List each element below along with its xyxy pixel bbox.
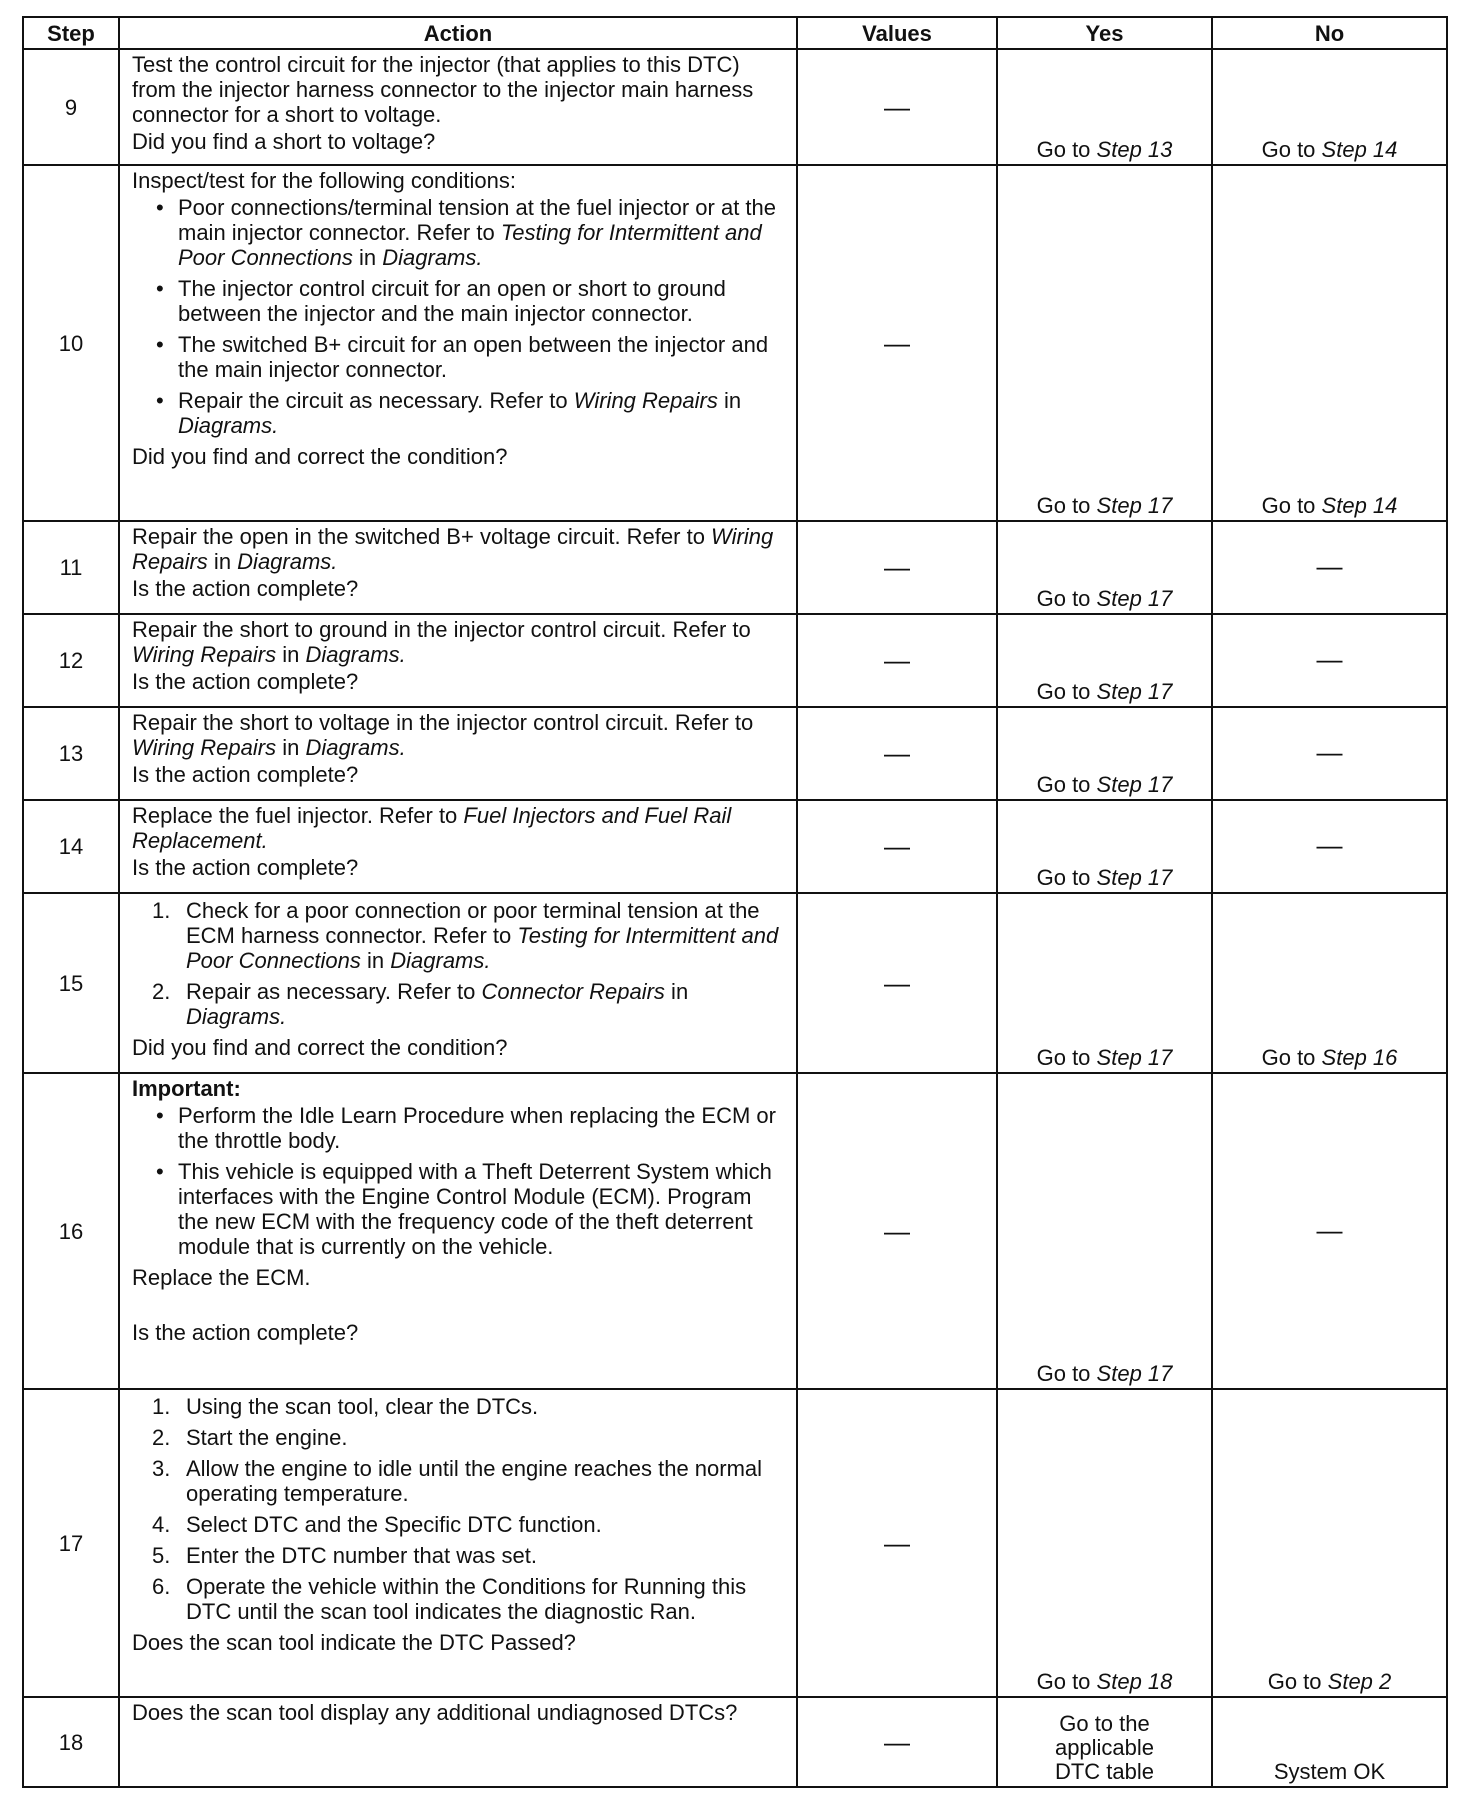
table-row <box>23 800 1447 893</box>
action-cell <box>119 1697 797 1787</box>
diagnostic-table <box>22 16 1448 1788</box>
bullet-item: • The injector control circuit for an open or short to ground between the injector and the main injector connector. <box>132 276 788 326</box>
action-text: Repair the short to ground in the injector control circuit. Refer to Wiring Repairs in Diagrams. <box>132 617 751 667</box>
action-cell <box>119 1389 797 1697</box>
values-cell: — <box>797 614 997 707</box>
action-text: Repair the short to voltage in the injector control circuit. Refer to Wiring Repairs in Diagrams. <box>132 710 754 760</box>
no-cell: — <box>1212 1073 1447 1389</box>
table-row <box>23 893 1447 1073</box>
step-number: 15 <box>23 893 119 1073</box>
values-cell: — <box>797 165 997 521</box>
step-number: 12 <box>23 614 119 707</box>
step-number: 14 <box>23 800 119 893</box>
goto-step-link[interactable]: Step 17 <box>1096 1045 1173 1070</box>
yes-cell: Go to Step 18 <box>997 1389 1212 1697</box>
action-cell <box>119 165 797 521</box>
goto-label: Go to <box>1261 137 1316 162</box>
bullet-item: • Perform the Idle Learn Procedure when replacing the ECM or the throttle body. <box>132 1103 788 1153</box>
values-cell: — <box>797 1697 997 1787</box>
values-cell: — <box>797 1073 997 1389</box>
values-cell: — <box>797 893 997 1073</box>
action-question: Did you find and correct the condition? <box>132 444 508 469</box>
numbered-item: 6. Operate the vehicle within the Conditions for Running this DTC until the scan tool indicates the diagnostic Ran. <box>152 1574 747 1624</box>
goto-step-link[interactable]: Step 14 <box>1321 493 1398 518</box>
action-question: Did you find and correct the condition? <box>132 1035 508 1060</box>
table-row <box>23 1389 1447 1697</box>
action-text: Test the control circuit for the injector (that applies to this DTC) from the injector harness connector to the injector main harness connector for a short to voltage. <box>132 52 754 127</box>
header-no: No <box>1212 17 1447 49</box>
table-row <box>23 1697 1447 1787</box>
values-cell: — <box>797 49 997 165</box>
header-action: Action <box>119 17 797 49</box>
yes-cell[interactable]: Go to the applicable DTC table <box>997 1697 1212 1787</box>
action-cell <box>119 614 797 707</box>
action-question: Does the scan tool display any additional undiagnosed DTCs? <box>132 1700 738 1725</box>
table-row <box>23 49 1447 165</box>
action-intro: Inspect/test for the following conditions: <box>132 168 516 193</box>
action-cell <box>119 49 797 165</box>
yes-cell: Go to Step 17 <box>997 521 1212 614</box>
no-cell: Go to Step 14 <box>1212 165 1447 521</box>
goto-label: Go to <box>1036 137 1091 162</box>
important-label: Important: <box>132 1076 241 1101</box>
step-number: 9 <box>23 49 119 165</box>
header-step: Step <box>23 17 119 49</box>
table-row <box>23 521 1447 614</box>
no-cell: — <box>1212 707 1447 800</box>
table-row <box>23 707 1447 800</box>
no-cell: Go to Step 16 <box>1212 893 1447 1073</box>
numbered-item: 1. Using the scan tool, clear the DTCs. <box>152 1394 539 1419</box>
step-number: 18 <box>23 1697 119 1787</box>
replace-ecm-text: Replace the ECM. <box>132 1265 311 1290</box>
no-cell <box>1212 49 1447 165</box>
numbered-item: 2. Repair as necessary. Refer to Connector Repairs in Diagrams. <box>152 979 689 1029</box>
yes-cell: Go to Step 17 <box>997 800 1212 893</box>
values-cell: — <box>797 1389 997 1697</box>
goto-step-link[interactable]: Step 13 <box>1096 137 1173 162</box>
step-number: 11 <box>23 521 119 614</box>
yes-cell: Go to Step 17 <box>997 893 1212 1073</box>
step-number: 17 <box>23 1389 119 1697</box>
header-row <box>23 17 1447 49</box>
yes-cell: Go to Step 17 <box>997 165 1212 521</box>
action-question: Does the scan tool indicate the DTC Passed? <box>132 1630 576 1655</box>
action-question: Is the action complete? <box>132 576 359 601</box>
step-number: 13 <box>23 707 119 800</box>
action-cell <box>119 800 797 893</box>
table-row <box>23 165 1447 521</box>
header-yes: Yes <box>997 17 1212 49</box>
numbered-item: 4. Select DTC and the Specific DTC function. <box>152 1512 602 1537</box>
goto-step-link[interactable]: Step 14 <box>1321 137 1398 162</box>
goto-step-link[interactable]: Step 17 <box>1096 679 1173 704</box>
values-cell: — <box>797 521 997 614</box>
no-cell: Go to Step 2 <box>1212 1389 1447 1697</box>
table-row <box>23 1073 1447 1389</box>
no-cell: — <box>1212 521 1447 614</box>
values-cell: — <box>797 707 997 800</box>
action-question: Is the action complete? <box>132 762 359 787</box>
action-cell <box>119 1073 797 1389</box>
goto-step-link[interactable]: Step 17 <box>1096 586 1173 611</box>
action-text: Replace the fuel injector. Refer to Fuel Injectors and Fuel Rail Replacement. <box>132 803 732 853</box>
yes-cell: Go to Step 17 <box>997 707 1212 800</box>
goto-step-link[interactable]: Step 2 <box>1327 1669 1392 1694</box>
goto-step-link[interactable]: Step 16 <box>1321 1045 1398 1070</box>
action-question: Did you find a short to voltage? <box>132 129 436 154</box>
goto-step-link[interactable]: Step 17 <box>1096 1361 1173 1386</box>
table-row <box>23 614 1447 707</box>
action-cell <box>119 707 797 800</box>
no-cell: System OK <box>1212 1697 1447 1787</box>
action-cell <box>119 893 797 1073</box>
action-cell <box>119 521 797 614</box>
goto-step-link[interactable]: Step 17 <box>1096 772 1173 797</box>
no-cell: — <box>1212 800 1447 893</box>
action-text: Repair the open in the switched B+ voltage circuit. Refer to Wiring Repairs in Diagrams. <box>132 524 774 574</box>
step-number: 16 <box>23 1073 119 1389</box>
action-question: Is the action complete? <box>132 669 359 694</box>
bullet-item: • Repair the circuit as necessary. Refer to Wiring Repairs in Diagrams. <box>132 388 788 438</box>
header-values: Values <box>797 17 997 49</box>
yes-cell: Go to Step 17 <box>997 1073 1212 1389</box>
bullet-item: • Poor connections/terminal tension at the fuel injector or at the main injector connector. Refer to Testing for Intermittent and Poor Connections in Diagrams. <box>132 195 788 270</box>
numbered-item: 1. Check for a poor connection or poor terminal tension at the ECM harness connector. Refer to Testing for Intermittent and Poor Connections in Diagrams. <box>152 898 779 973</box>
action-question: Is the action complete? <box>132 855 359 880</box>
numbered-item: 3. Allow the engine to idle until the engine reaches the normal operating temperature. <box>152 1456 763 1506</box>
bullet-item: • This vehicle is equipped with a Theft Deterrent System which interfaces with the Engine Control Module (ECM). Program the new ECM with the frequency code of the theft deterrent module that is currently on the vehicle. <box>132 1159 788 1259</box>
action-question: Is the action complete? <box>132 1320 359 1345</box>
goto-step-link[interactable]: Step 18 <box>1096 1669 1173 1694</box>
numbered-item: 2. Start the engine. <box>152 1425 348 1450</box>
no-cell: — <box>1212 614 1447 707</box>
numbered-item: 5. Enter the DTC number that was set. <box>152 1543 537 1568</box>
values-cell: — <box>797 800 997 893</box>
yes-cell <box>997 49 1212 165</box>
yes-cell: Go to Step 17 <box>997 614 1212 707</box>
goto-step-link[interactable]: Step 17 <box>1096 493 1173 518</box>
bullet-item: • The switched B+ circuit for an open between the injector and the main injector connector. <box>132 332 788 382</box>
goto-step-link[interactable]: Step 17 <box>1096 865 1173 890</box>
step-number: 10 <box>23 165 119 521</box>
